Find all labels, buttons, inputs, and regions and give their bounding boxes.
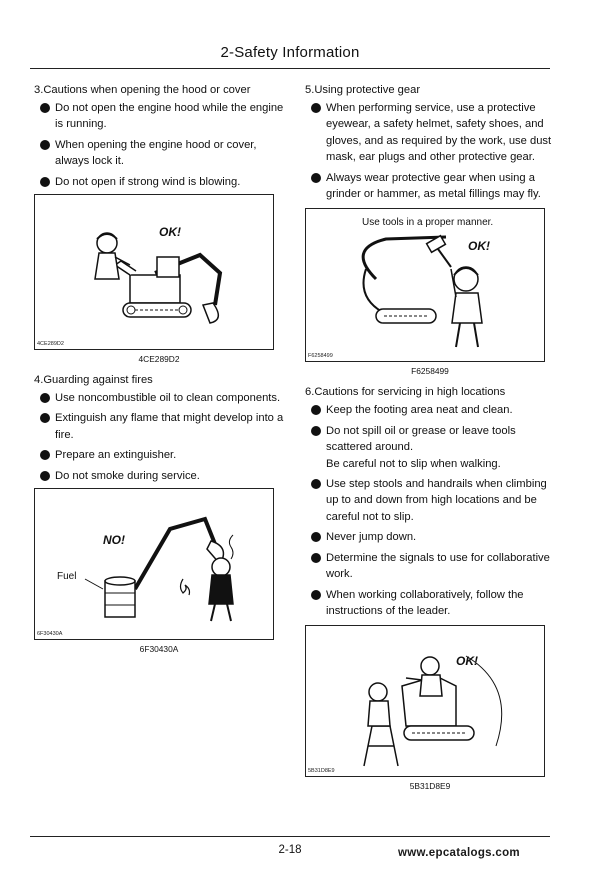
bullet-dot [40,471,50,481]
list-item-text: When working collaboratively, follow the instructions of the leader. [326,588,524,617]
bullet-dot [40,140,50,150]
list-item [305,100,555,166]
fires-bullet-list [34,390,284,484]
list-item-text: When performing service, use a protective eyewear, a safety helmet, safety shoes, and gloves, and as required by the work, use dust mask, ear plugs and other protective gear. [326,102,552,164]
figure-caption: 4CE289D2 [138,354,180,365]
list-item [305,476,555,525]
ok-label: OK! [456,654,478,669]
bullet-dot [311,173,321,183]
list-item-text: Always wear protective gear when using a grinder or hammer, as metal fillings may fly. [326,171,541,201]
figure-code-small: F6258499 [308,353,333,360]
page-title: 2-Safety Information [220,44,360,61]
bullet-dot [311,426,321,436]
list-item-text: Never jump down. [326,531,417,544]
hood-bullet-list [34,100,284,190]
list-item-text: Determine the signals to use for collaborative work. [326,551,550,581]
high-location-illustration [306,626,546,778]
watermark-link[interactable]: www.epcatalogs.com [398,847,520,859]
excavator-hood-illustration [35,195,275,351]
section-title-fires: 4.Guarding against fires [34,374,153,387]
list-item [34,174,284,190]
figure-gear [305,208,545,362]
bullet-dot [40,450,50,460]
section-title-hood: 3.Cautions when opening the hood or cover [34,84,251,96]
page-number: 2-18 [278,844,302,856]
list-item [34,410,284,443]
list-item-text: Use step stools and handrails when climbing up to and down from high locations and be careful not to slip. [326,478,547,523]
bullet-dot [40,413,50,423]
fuel-label: Fuel [57,571,77,583]
figure-caption: F6258499 [411,366,449,377]
list-item [34,390,284,406]
ok-label: OK! [159,225,181,240]
bullet-dot [311,405,321,415]
list-item-text: Do not smoke during service. [55,469,200,482]
list-item-text: Prepare an extinguisher. [55,449,177,462]
list-item [305,550,555,583]
section-title-gear: 5.Using protective gear [305,84,421,96]
list-item [305,587,555,620]
list-item [34,468,284,484]
list-item-text: When opening the engine hood or cover, always lock it. [55,138,257,168]
header-rule [30,68,550,69]
protective-gear-illustration [306,209,546,363]
list-item-text: Use noncombustible oil to clean components. [55,392,281,405]
figure-caption: 5B31D8E9 [409,781,451,792]
section-title-high: 6.Cautions for servicing in high locations [305,386,506,399]
ok-label: OK! [468,239,490,254]
bullet-dot [40,393,50,403]
figure-hood [34,194,274,350]
list-item [34,100,284,133]
list-item [305,423,555,472]
footer-rule [30,836,550,837]
list-item-text: Do not open the engine hood while the engine is running. [55,102,284,131]
bullet-dot [311,553,321,563]
high-bullet-list [305,402,555,619]
fire-safety-illustration [35,489,275,641]
bullet-dot [40,103,50,113]
figure-code-small: 5B31D8E9 [308,768,335,775]
list-item-text: Extinguish any flame that might develop into a fire. [55,412,284,441]
bullet-dot [311,103,321,113]
figure-caption: 6F30430A [139,644,179,655]
figure-code-small: 4CE289D2 [37,341,64,348]
bullet-dot [311,532,321,542]
figure-fires [34,488,274,640]
figure-inner-caption: Use tools in a proper manner. [362,217,494,229]
list-item [305,402,555,418]
figure-code-small: 6F30430A [37,631,63,638]
list-item [34,447,284,463]
left-column [34,82,284,662]
right-column [305,82,555,799]
no-label: NO! [103,533,125,548]
list-item-text: Do not spill oil or grease or leave tools scattered around. [326,424,516,454]
figure-high [305,625,545,777]
bullet-dot [311,590,321,600]
list-item-text: Do not open if strong wind is blowing. [55,175,241,188]
list-item-subtext: Be careful not to slip when walking. [326,457,501,470]
list-item [305,170,555,203]
bullet-dot [311,479,321,489]
list-item [34,137,284,170]
gear-bullet-list [305,100,555,202]
list-item [305,529,555,545]
bullet-dot [40,177,50,187]
list-item-text: Keep the footing area neat and clean. [326,404,513,417]
